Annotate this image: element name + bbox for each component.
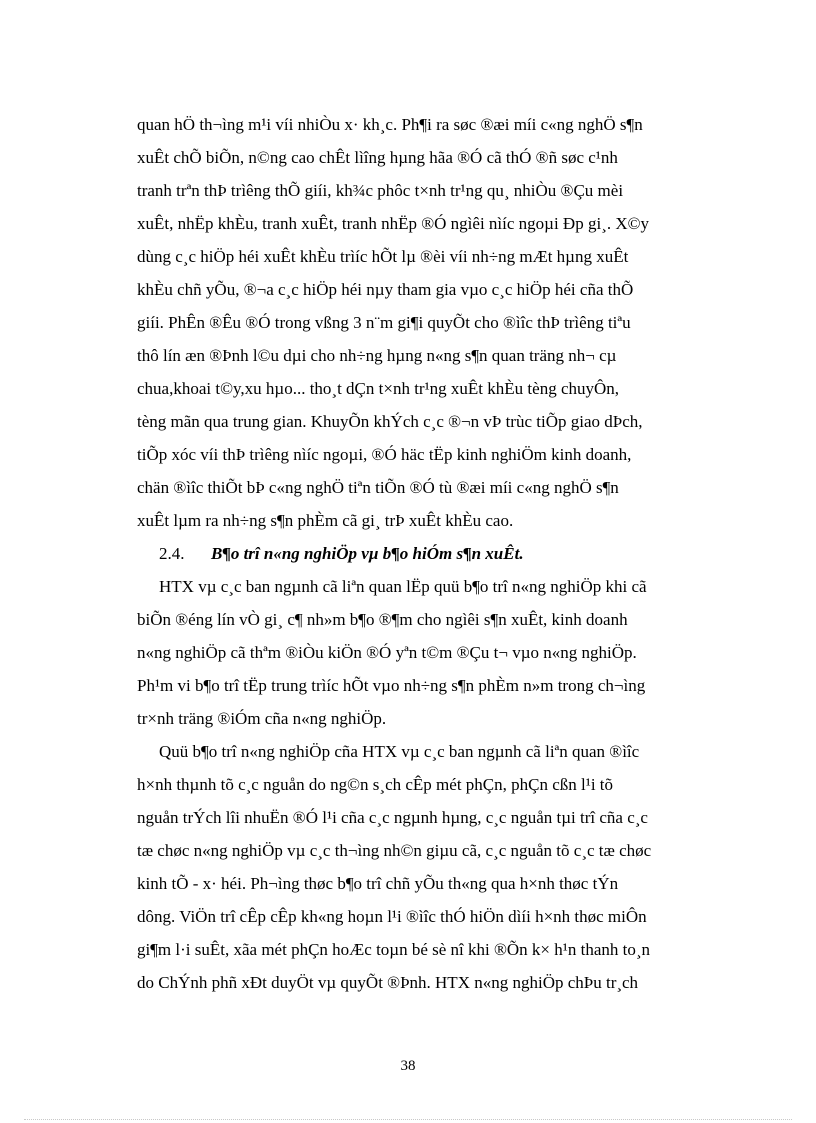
text-line: xuÊt, nhËp khÈu, tranh xuÊt, tranh nhËp ®Ó ngìêi nìíc ngoµi Ðp gi¸. X©y bbox=[137, 214, 650, 233]
text-line: dông. ViÖn trî cÊp cÊp kh«ng hoµn l¹i ®ìîc thÓ hiÖn dìíi h×nh thøc miÔn bbox=[137, 907, 647, 926]
paragraph-first-line: HTX vµ c¸c ban ngµnh cã liªn quan lËp quü b¶o trî n«ng nghiÖp khi cã bbox=[159, 577, 647, 596]
text-line: tiÕp xóc víi thÞ trìêng nìíc ngoµi, ®Ó häc tËp kinh nghiÖm kinh doanh, bbox=[137, 445, 632, 464]
text-line: tranh trªn thÞ trìêng thÕ giíi, kh¾c phôc t×nh tr¹ng qu¸ nhiÒu ®Çu mèi bbox=[137, 181, 624, 200]
text-line: giíi. PhÊn ®Êu ®Ó trong vßng 3 n¨m gi¶i quyÕt cho ®ìîc thÞ trìêng tiªu bbox=[137, 313, 631, 332]
text-line: Ph¹m vi b¶o trî tËp trung trìíc hÕt vµo nh÷ng s¶n phÈm n»m trong ch¬ìng bbox=[137, 676, 646, 695]
section-heading bbox=[137, 537, 721, 570]
text-line: dùng c¸c hiÖp héi xuÊt khÈu trìíc hÕt lµ ®èi víi nh÷ng mÆt hµng xuÊt bbox=[137, 247, 629, 266]
text-line: gi¶m l·i suÊt, xãa mét phÇn hoÆc toµn bé sè nî khi ®Õn k× h¹n thanh to¸n bbox=[137, 940, 651, 959]
text-line: xuÊt lµm ra nh÷ng s¶n phÈm cã gi¸ trÞ xuÊt khÈu cao. bbox=[137, 511, 514, 530]
text-line: biÕn ®éng lín vÒ gi¸ c¶ nh»m b¶o ®¶m cho ngìêi s¶n xuÊt, kinh doanh bbox=[137, 610, 628, 629]
text-line: quan hÖ th¬ìng m¹i víi nhiÒu x· kh¸c. Ph¶i ra søc ®æi míi c«ng nghÖ s¶n bbox=[137, 115, 643, 134]
text-line: tr×nh träng ®iÓm cña n«ng nghiÖp. bbox=[137, 709, 387, 728]
page-bottom-border bbox=[24, 1119, 792, 1120]
text-line: chua,khoai t©y,xu hµo... tho¸t dÇn t×nh tr¹ng xuÊt khÈu tèng chuyÔn, bbox=[137, 379, 620, 398]
text-line: h×nh thµnh tõ c¸c nguån do ng©n s¸ch cÊp mét phÇn, phÇn cßn l¹i tõ bbox=[137, 775, 614, 794]
page-number: 38 bbox=[400, 1058, 416, 1074]
text-line: chän ®ìîc thiÕt bÞ c«ng nghÖ tiªn tiÕn ®Ó tù ®æi míi c«ng nghÖ s¶n bbox=[137, 478, 619, 497]
body-text bbox=[137, 108, 721, 999]
paragraph-first-line: Quü b¶o trî n«ng nghiÖp cña HTX vµ c¸c ban ngµnh cã liªn quan ®ìîc bbox=[159, 742, 640, 761]
text-line: khÈu chñ yÕu, ®¬a c¸c hiÖp héi nµy tham gia vµo c¸c hiÖp héi cña thÕ bbox=[137, 280, 634, 299]
text-line: n«ng nghiÖp cã thªm ®iÒu kiÖn ®Ó yªn t©m ®Çu t¬ vµo n«ng nghiÖp. bbox=[137, 643, 637, 662]
section-number: 2.4. bbox=[159, 544, 185, 563]
text-line: thô lín æn ®Þnh l©u dµi cho nh÷ng hµng n«ng s¶n quan träng nh¬ cµ bbox=[137, 346, 617, 365]
text-line: nguån trÝch lîi nhuËn ®Ó l¹i cña c¸c ngµnh hµng, c¸c nguån tµi trî cña c¸c bbox=[137, 808, 648, 827]
text-line: kinh tÕ - x· héi. Ph¬ìng thøc b¶o trî chñ yÕu th«ng qua h×nh thøc tÝn bbox=[137, 874, 619, 893]
text-line: tèng mãn qua trung gian. KhuyÕn khÝch c¸c ®¬n vÞ trùc tiÕp giao dÞch, bbox=[137, 412, 643, 431]
section-title: B¶o trî n«ng nghiÖp vµ b¶o hiÓm s¶n xuÊt. bbox=[211, 544, 524, 563]
text-line: tæ chøc n«ng nghiÖp vµ c¸c th¬ìng nh©n giµu cã, c¸c nguån tõ c¸c tæ chøc bbox=[137, 841, 652, 860]
text-line: xuÊt chÕ biÕn, n©ng cao chÊt lìîng hµng hãa ®Ó cã thÓ ®ñ søc c¹nh bbox=[137, 148, 618, 167]
text-line: do ChÝnh phñ xÐt duyÖt vµ quyÕt ®Þnh. HTX n«ng nghiÖp chÞu tr¸ch bbox=[137, 973, 639, 992]
